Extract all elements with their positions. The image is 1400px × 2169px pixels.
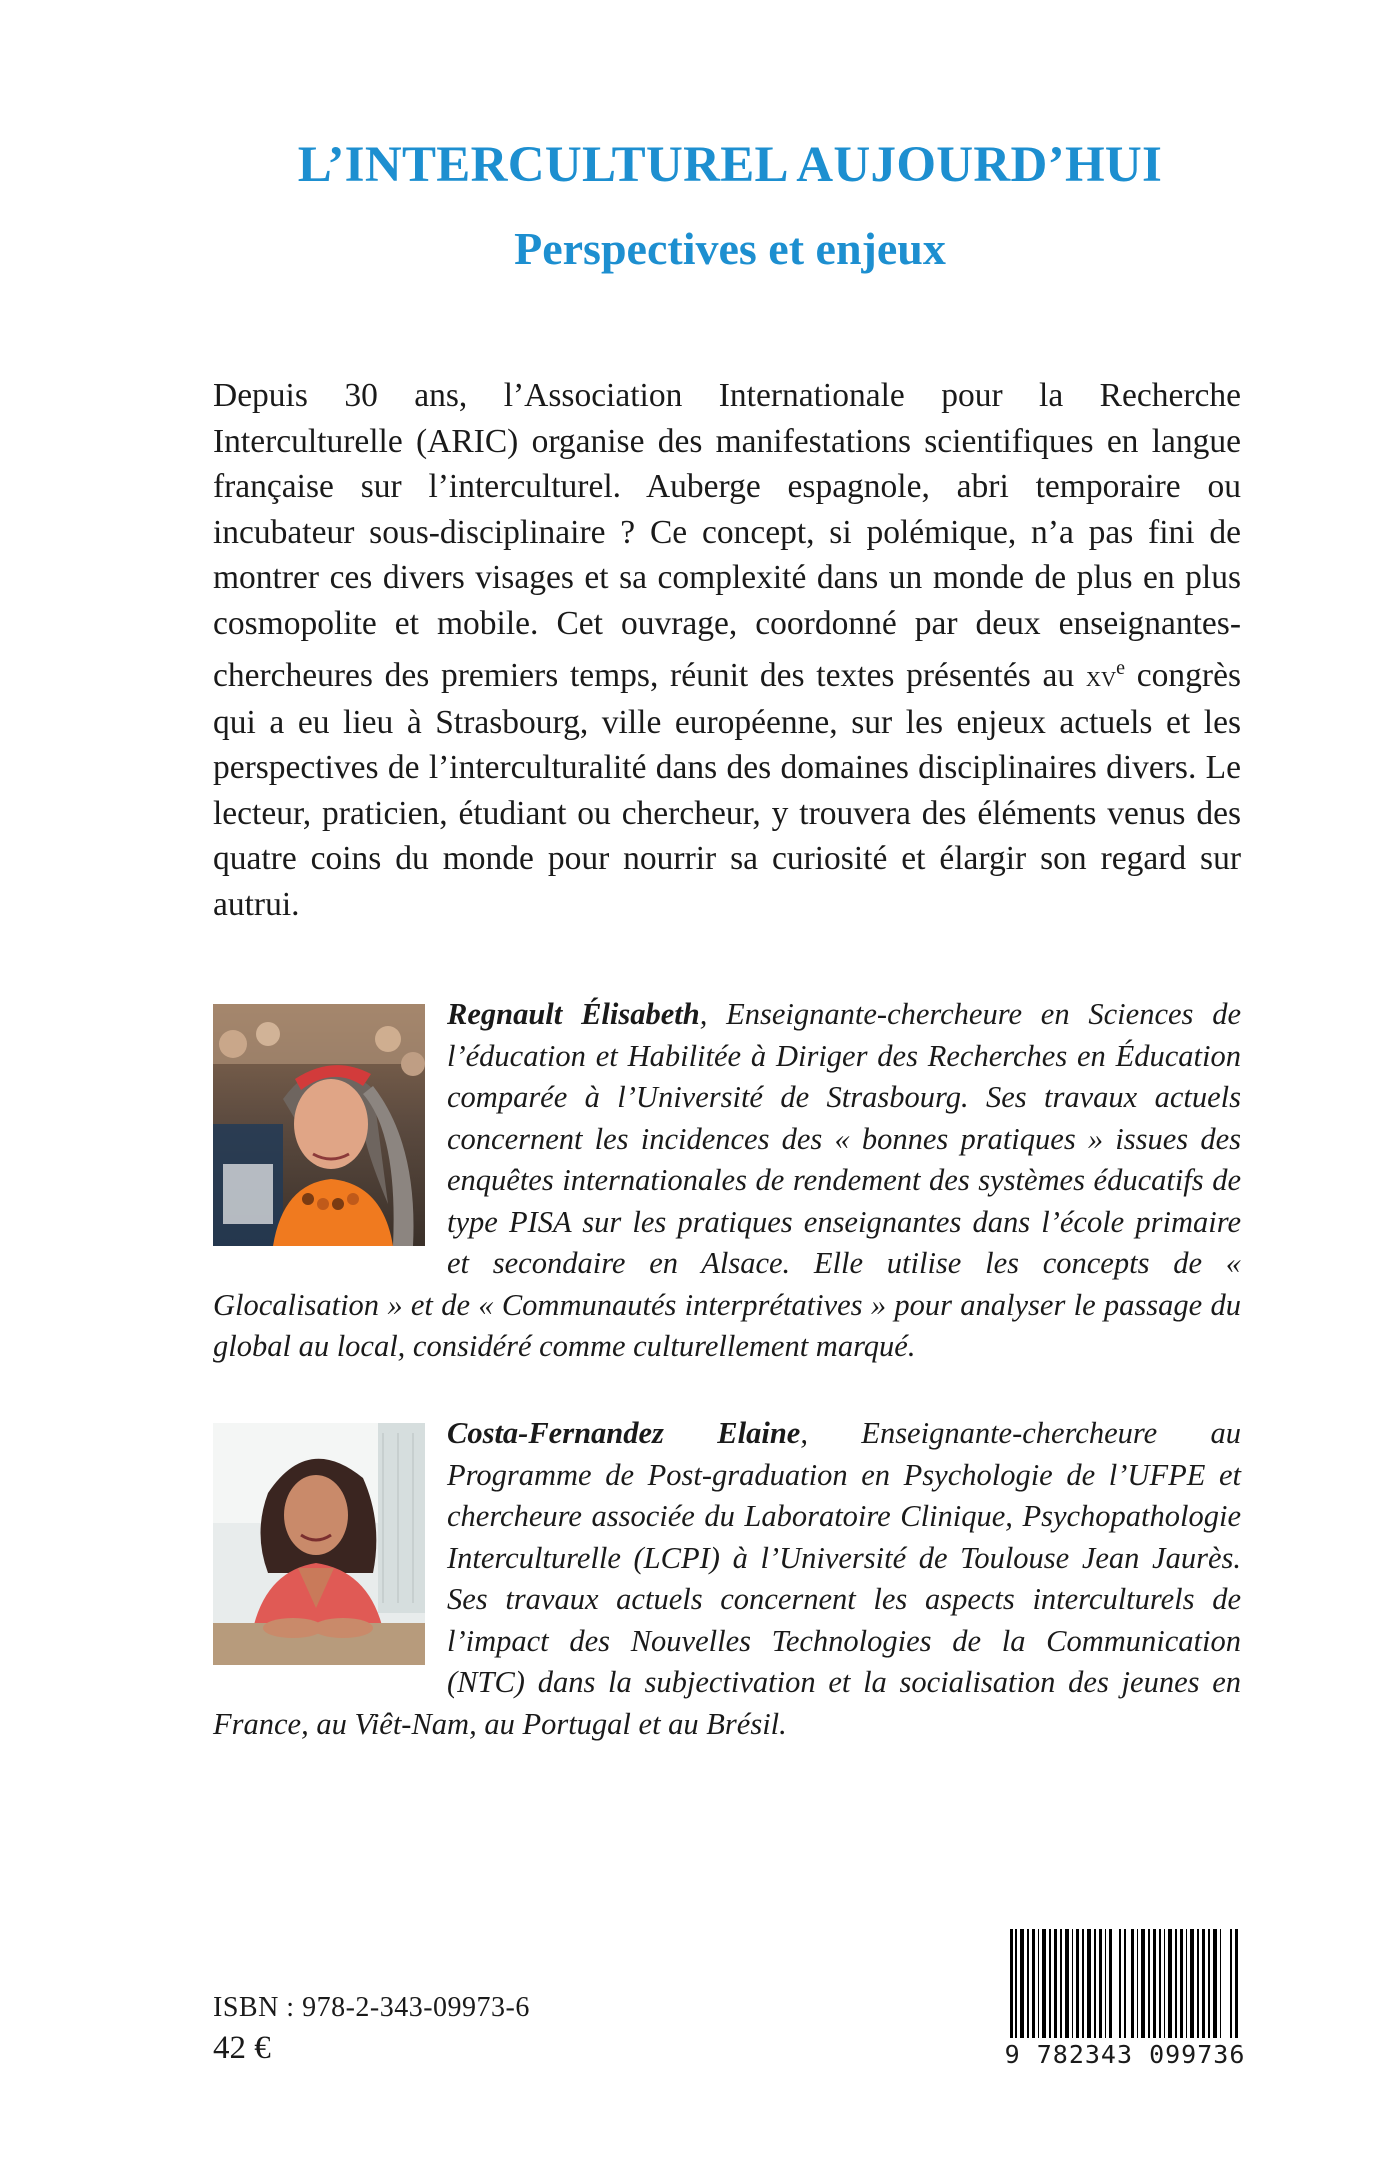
author-bio-costa-fernandez <box>213 1413 1241 1745</box>
author-name-regnault: Regnault Élisabeth <box>447 997 700 1031</box>
author-photo-regnault <box>213 1004 425 1246</box>
author-name-costa-fernandez: Costa-Fernandez Elaine <box>447 1416 801 1450</box>
author-photo-costa-fernandez <box>213 1423 425 1665</box>
century-numeral: xv <box>1085 659 1117 694</box>
price: 42 € <box>213 2030 271 2066</box>
century-superscript: e <box>1116 657 1126 679</box>
book-title: L’INTERCULTUREL AUJOURD’HUI <box>297 137 1163 193</box>
author-text-regnault: , Enseignante-chercheure en Sciences de l’éducation et Habilitée à Diriger des Recherches en Éducation comparée à l’Université de Strasbourg. Ses travaux actuels concernent les incidences des « bonnes pratiques » issues des enquêtes internationales de rendement des systèmes éducatifs de type PISA sur les pratiques enseignantes dans l’école primaire et secondaire en Alsace. Elle utilise les concepts de « Glocalisation » et de « Communautés interprétatives » pour analyser le passage du global au local, considéré comme culturellement marqué. <box>213 997 1241 1363</box>
isbn: ISBN : 978-2-343-09973-6 <box>213 1992 530 2023</box>
summary-part-2: congrès qui a eu lieu à Strasbourg, ville européenne, sur les enjeux actuels et les perspectives de l’interculturalité dans des domaines disciplinaires divers. Le lecteur, praticien, étudiant ou chercheur, y trouvera des éléments venus des quatre coins du monde pour nourrir sa curiosité et élargir son regard sur autrui. <box>213 657 1241 923</box>
author-text-costa-fernandez: , Enseignante-chercheure au Programme de Post-graduation en Psychologie de l’UFPE et chercheure associée du Laboratoire Clinique, Psychopathologie Interculturelle (LCPI) à l’Université de Toulouse Jean Jaurès. Ses travaux actuels concernent les aspects interculturels de l’impact des Nouvelles Technologies de la Communication (NTC) dans la subjectivation et la socialisation des jeunes en France, au Viêt-Nam, au Portugal et au Brésil. <box>213 1416 1242 1741</box>
book-summary <box>213 373 1241 927</box>
book-subtitle: Perspectives et enjeux <box>514 223 946 274</box>
author-bio-regnault <box>213 994 1241 1368</box>
summary-part-1: Depuis 30 ans, l’Association Internationale pour la Recherche Interculturelle (ARIC) organise des manifestations scientifiques en langue française sur l’interculturel. Auberge espagnole, abri temporaire ou incubateur sous-disciplinaire ? Ce concept, si polémique, n’a pas fini de montrer ces divers visages et sa complexité dans un monde de plus en plus cosmopolite et mobile. Cet ouvrage, coordonné par deux enseignantes-chercheures des premiers temps, réunit des textes présentés au <box>213 377 1241 695</box>
barcode-digits: 9 782343 099736 <box>1004 2038 1246 2072</box>
